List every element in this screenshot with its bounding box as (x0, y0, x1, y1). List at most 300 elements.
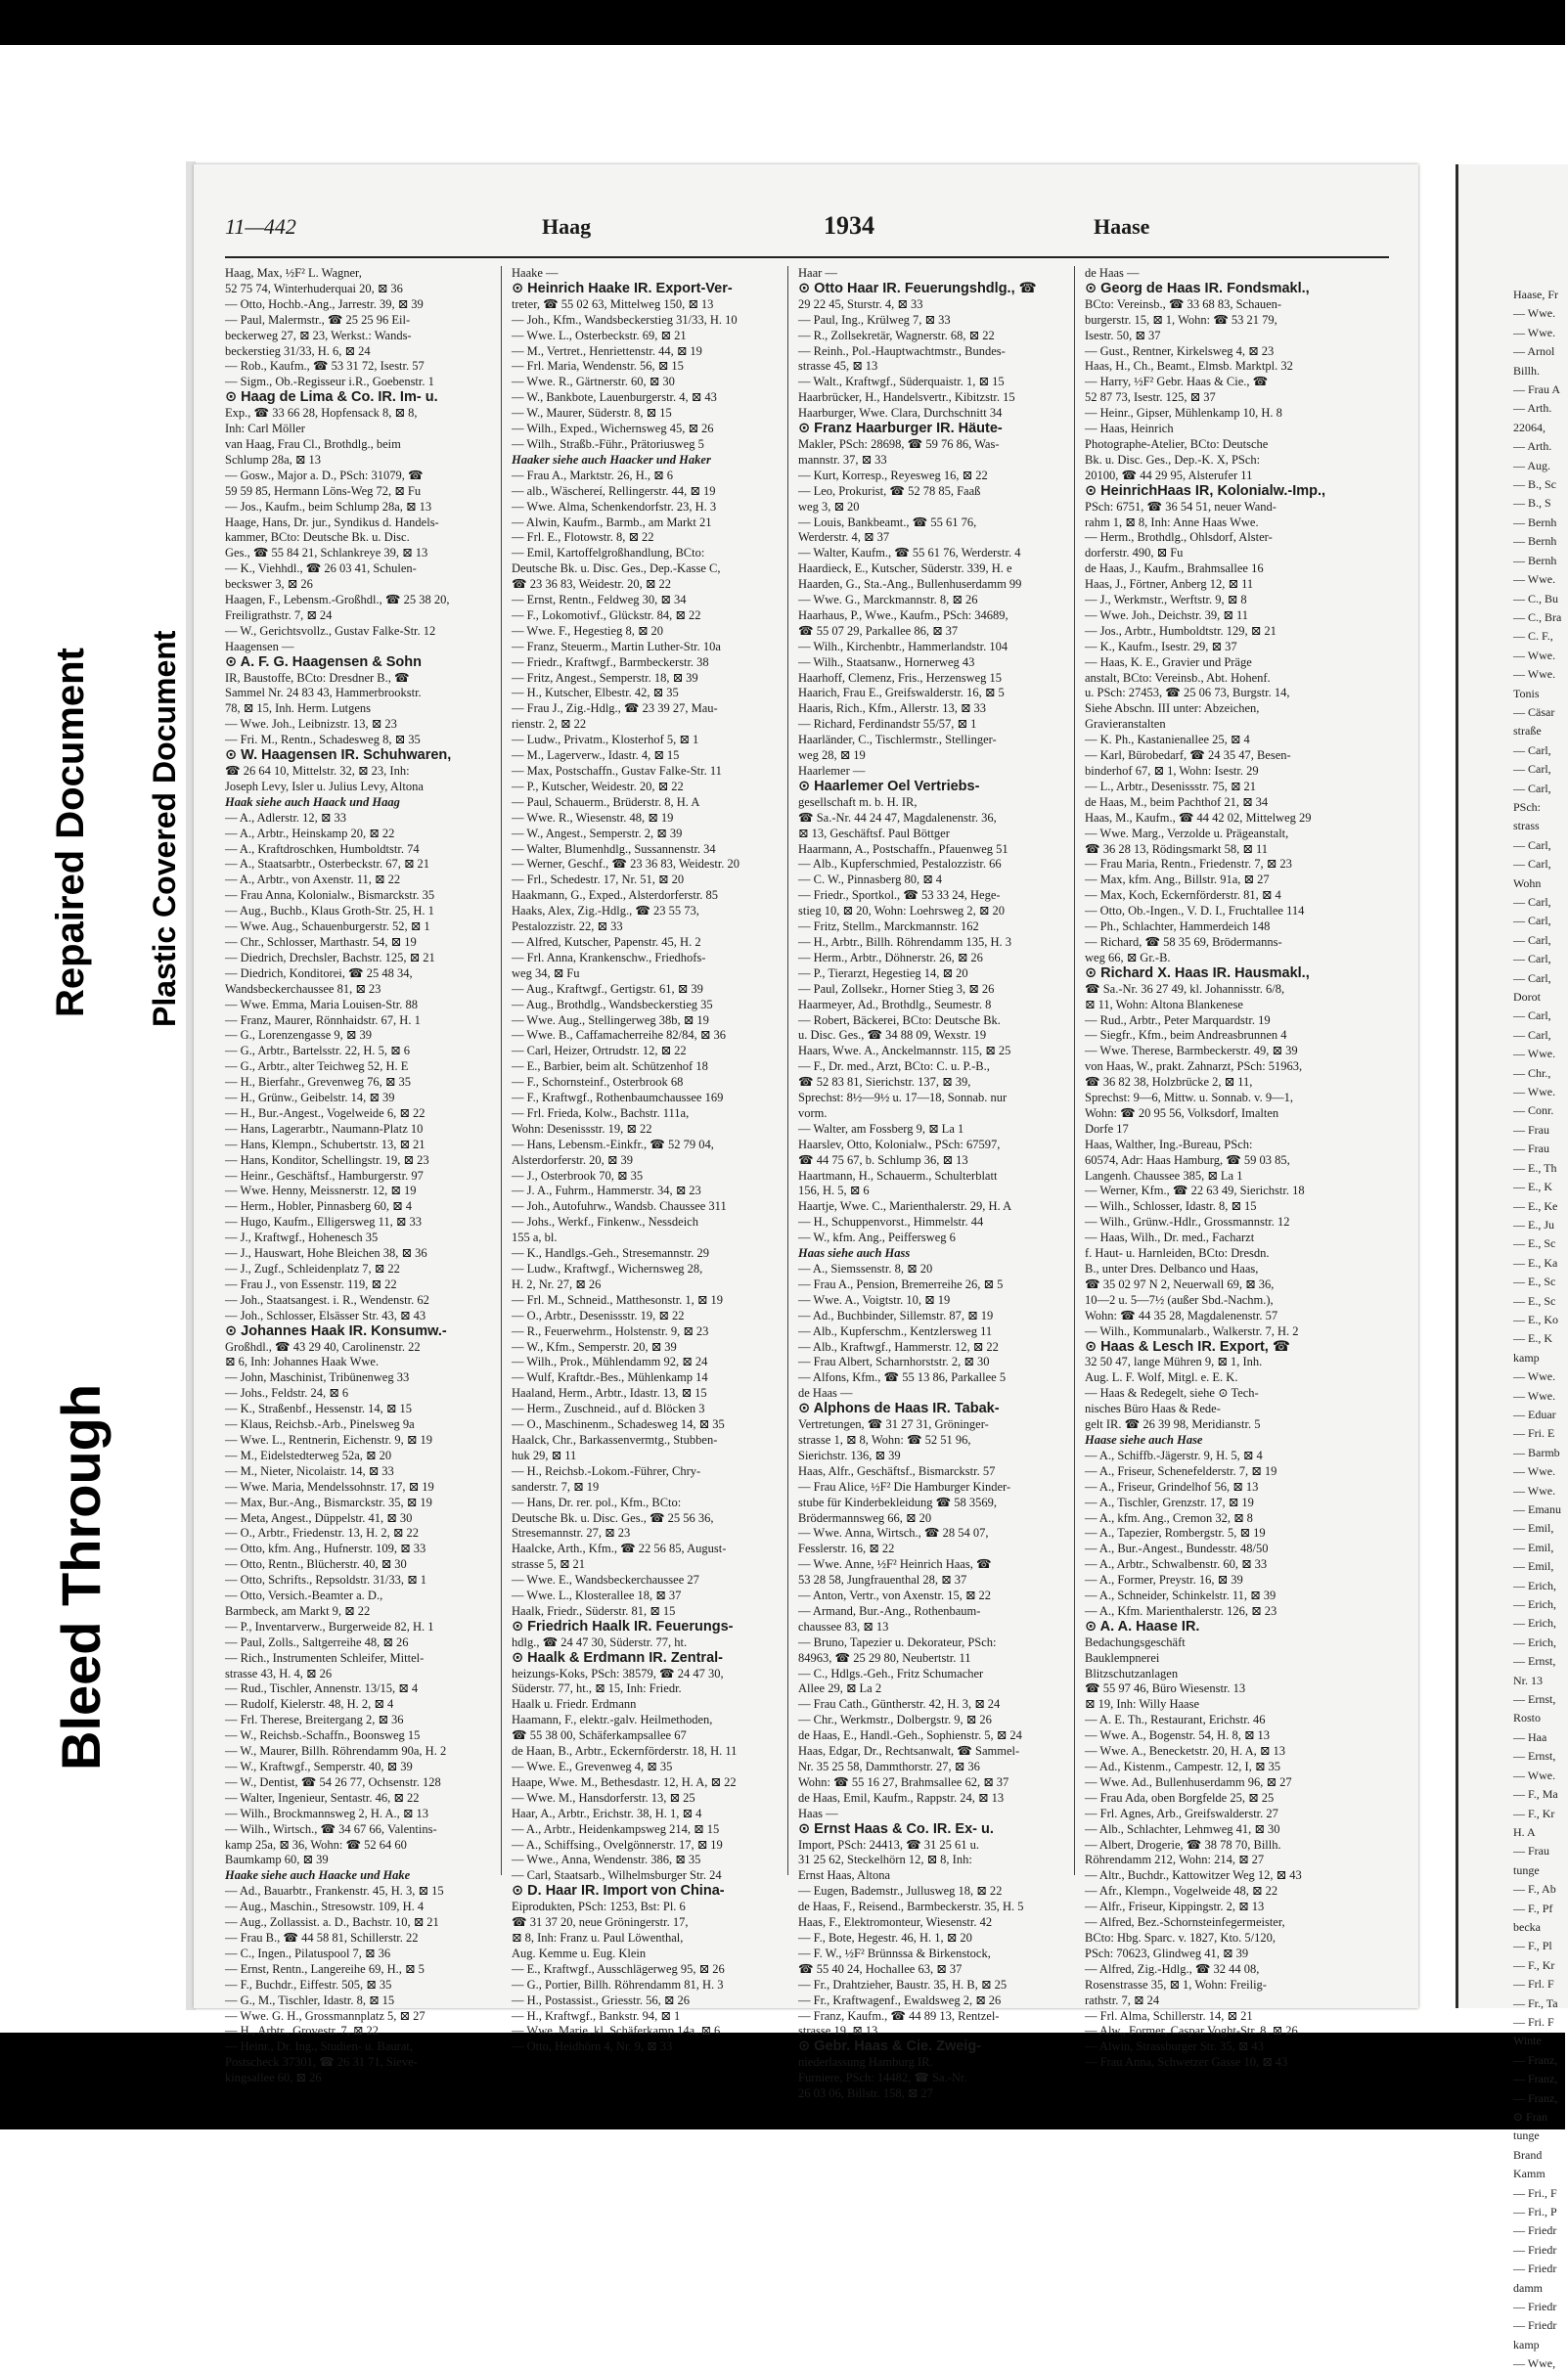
directory-entry: — Paul, Ing., Krülweg 7, ⊠ 33 (798, 312, 951, 327)
adjacent-entry: — Wwe. (1513, 1047, 1556, 1061)
directory-entry: 84963, ☎ 25 29 80, Neubertstr. 11 (798, 1650, 971, 1665)
adjacent-entry: — Fri. E (1513, 1426, 1555, 1441)
directory-entry: Import, PSch: 24413, ☎ 31 25 61 u. (798, 1837, 980, 1852)
adjacent-entry: — Frau (1513, 1844, 1549, 1859)
directory-entry: — Alfred, Bez.-Schornsteinfegermeister, (1085, 1915, 1285, 1930)
directory-entry: Haarden, G., Sta.-Ang., Bullenhuserdamm 99 (798, 577, 1022, 592)
directory-entry: — J. A., Fuhrm., Hammerstr. 34, ⊠ 23 (512, 1184, 701, 1198)
directory-entry: — Frl. Alma, Schillerstr. 14, ⊠ 21 (1085, 2008, 1253, 2023)
directory-entry: — Haas & Redegelt, siehe ⊙ Tech- (1085, 1386, 1259, 1401)
directory-entry: ⊙ Richard X. Haas IR. Hausmakl., (1085, 964, 1310, 981)
directory-entry: — O., Arbtr., Friedenstr. 13, H. 2, ⊠ 22 (225, 1526, 419, 1541)
directory-entry: — C., Hdlgs.-Geh., Fritz Schumacher (798, 1666, 984, 1680)
adjacent-entry: — Carl, (1513, 914, 1551, 928)
directory-entry: 10—2 u. 5—7½ (außer Sbd.-Nachm.), (1085, 1292, 1274, 1307)
directory-entry: Haarich, Frau E., Greifswalderstr. 16, ⊠ 5 (798, 686, 1005, 700)
directory-entry: de Haas, F., Reisend., Barmbeckerstr. 35, H. 5 (798, 1900, 1024, 1914)
directory-entry: — W., Kraftwgf., Semperstr. 40, ⊠ 39 (225, 1760, 413, 1773)
directory-entry: — A., Schiffb.-Jägerstr. 9, H. 5, ⊠ 4 (1085, 1448, 1263, 1462)
adjacent-entry: — E., Th (1513, 1160, 1557, 1175)
adjacent-entry: — Wwe. (1513, 1464, 1556, 1479)
directory-entry: — Wwe. G., Marckmannstr. 8, ⊠ 26 (798, 593, 978, 607)
directory-entry: strasse 1, ⊠ 8, Wohn: ☎ 52 51 96, (798, 1432, 971, 1447)
directory-entry: — Werner, Geschf., ☎ 23 36 83, Weidestr. 20 (512, 857, 740, 872)
directory-entry: van Haag, Frau Cl., Brothdlg., beim (225, 436, 401, 451)
directory-entry: — Haas, Wilh., Dr. med., Facharzt (1085, 1231, 1255, 1245)
directory-entry: — Frau Maria, Rentn., Friedenstr. 7, ⊠ 23 (1085, 857, 1292, 872)
directory-entry: — Alb., Kupferschmied, Pestalozzistr. 66 (798, 857, 1002, 872)
directory-entry: — Paul, Schauerm., Brüderstr. 8, H. A (512, 794, 700, 809)
directory-entry: — A., Kfm. Marienthalerstr. 126, ⊠ 23 (1085, 1603, 1277, 1618)
adjacent-entry: — Wwe. (1513, 572, 1556, 587)
directory-entry: Haarburger, Wwe. Clara, Durchschnitt 34 (798, 406, 1003, 421)
directory-entry: — Herm., Arbtr., Döhnerstr. 26, ⊠ 26 (798, 950, 983, 964)
directory-entry: Haas, H., Ch., Beamt., Elmsb. Marktpl. 32 (1085, 359, 1293, 374)
directory-entry: hdlg., ☎ 24 47 30, Süderstr. 77, ht. (512, 1635, 688, 1649)
directory-entry: 52 75 74, Winterhuderquai 20, ⊠ 36 (225, 281, 403, 295)
directory-entry: — M., Nieter, Nicolaistr. 14, ⊠ 33 (225, 1463, 394, 1478)
directory-entry: Inh: Carl Möller (225, 422, 305, 436)
plastic-covered-label: Plastic Covered Document (147, 630, 182, 1027)
adjacent-entry: — Carl, (1513, 762, 1551, 777)
adjacent-entry: — Erich, (1513, 1635, 1556, 1649)
column-4 (1085, 266, 1344, 2071)
directory-entry: — Alb., Schlachter, Lehmweg 41, ⊠ 30 (1085, 1821, 1280, 1836)
directory-entry: — Max, kfm. Ang., Billstr. 91a, ⊠ 27 (1085, 873, 1270, 887)
directory-entry: — Fri. M., Rentn., Schadesweg 8, ⊠ 35 (225, 733, 421, 747)
directory-entry: — Hans, Dr. rer. pol., Kfm., BCto: (512, 1495, 682, 1509)
directory-entry: ⊙ A. A. Haase IR. (1085, 1618, 1200, 1635)
adjacent-entry: damm (1513, 2280, 1543, 2295)
adjacent-entry: — Wwe. (1513, 648, 1556, 662)
directory-entry: Exp., ☎ 33 66 28, Hopfensack 8, ⊠ 8, (225, 406, 418, 421)
directory-entry: de Haas — (798, 1386, 853, 1401)
directory-entry: — Aug., Zollassist. a. D., Bachstr. 10, ⊠ 21 (225, 1915, 439, 1930)
directory-entry: Brödermannsweg 66, ⊠ 20 (798, 1510, 932, 1525)
adjacent-entry: — Frau (1513, 1142, 1549, 1156)
directory-entry: ⊠ 6, Inh: Johannes Haak Wwe. (225, 1355, 380, 1369)
directory-entry: — A., Tischler, Grenzstr. 17, ⊠ 19 (1085, 1495, 1254, 1509)
directory-entry: — K. Ph., Kastanienallee 25, ⊠ 4 (1085, 733, 1250, 747)
directory-entry: BCto: Vereinsb., ☎ 33 68 83, Schauen- (1085, 296, 1282, 311)
directory-entry: — Ernst, Rentn., Langereihe 69, H., ⊠ 5 (225, 1961, 425, 1976)
adjacent-entry: — Carl, (1513, 895, 1551, 909)
directory-entry: — Frl. Therese, Breitergang 2, ⊠ 36 (225, 1713, 404, 1727)
directory-entry: de Haas, J., Kaufm., Brahmsallee 16 (1085, 561, 1264, 576)
directory-entry: — Wwe. L., Klosterallee 18, ⊠ 37 (512, 1589, 682, 1603)
adjacent-entry: — Conr. (1513, 1103, 1554, 1118)
directory-entry: — F. W., ½F² Brünnssa & Birkenstock, (798, 1946, 991, 1960)
directory-entry: — H., Kraftwgf., Bankstr. 94, ⊠ 1 (512, 2008, 681, 2023)
directory-entry: — Wwe. Alma, Schenkendorfstr. 23, H. 3 (512, 499, 717, 514)
directory-entry: ⊙ Johannes Haak IR. Konsumw.- (225, 1322, 447, 1339)
adjacent-entry: — E., Ju (1513, 1217, 1554, 1232)
directory-entry: — F., Buchdr., Eiffestr. 505, ⊠ 35 (225, 1977, 392, 1992)
directory-entry: — G., Portier, Billh. Röhrendamm 81, H. 3 (512, 1977, 724, 1992)
directory-entry: ☎ 55 40 24, Hochallee 63, ⊠ 37 (798, 1961, 963, 1976)
adjacent-entry: — Wwe. (1513, 667, 1556, 682)
directory-entry: — A., kfm. Ang., Cremon 32, ⊠ 8 (1085, 1510, 1253, 1525)
directory-entry: — Otto, Schrifts., Repsoldstr. 31/33, ⊠ 1 (225, 1573, 426, 1588)
directory-entry: — Richard, Ferdinandstr 55/57, ⊠ 1 (798, 717, 977, 732)
directory-entry: — Wilh., Kirchenbtr., Hammerlandstr. 104 (798, 639, 1008, 653)
directory-entry: Ges., ☎ 55 84 21, Schlankreye 39, ⊠ 13 (225, 546, 428, 560)
directory-entry: — Wilh., Prok., Mühlendamm 92, ⊠ 24 (512, 1355, 708, 1369)
directory-entry: — P., Kutscher, Weidestr. 20, ⊠ 22 (512, 779, 684, 793)
adjacent-entry: — Fri., P (1513, 2205, 1557, 2219)
directory-entry: — H., Arbtr., Billh. Röhrendamm 135, H. 3 (798, 934, 1012, 949)
adjacent-entry: — Carl, (1513, 781, 1551, 795)
directory-entry: — Wwe. R., Wiesenstr. 48, ⊠ 19 (512, 810, 674, 825)
column-2 (512, 266, 771, 2055)
directory-entry: — Wwe. A., Bogenstr. 54, H. 8, ⊠ 13 (1085, 1728, 1271, 1743)
directory-entry: Haarmeyer, Ad., Brothdlg., Seumestr. 8 (798, 997, 992, 1011)
directory-entry: rahm 1, ⊠ 8, Inh: Anne Haas Wwe. (1085, 515, 1259, 529)
directory-entry: — Haas, Heinrich (1085, 422, 1174, 436)
directory-entry: ⊠ 8, Inh: Franz u. Paul Löwenthal, (512, 1930, 684, 1945)
directory-entry: Photographe-Atelier, BCto: Deutsche (1085, 436, 1269, 451)
directory-entry: — Friedr., Sportkol., ☎ 53 33 24, Hege- (798, 888, 1001, 903)
directory-entry: Aug. L. F. Wolf, Mitgl. e. E. K. (1085, 1370, 1238, 1385)
directory-entry: — Fritz, Angest., Semperstr. 18, ⊠ 39 (512, 670, 698, 685)
directory-entry: Bauklempnerei (1085, 1650, 1160, 1665)
directory-entry: Haarhaus, P., Wwe., Kaufm., PSch: 34689, (798, 607, 1008, 622)
directory-entry: Haartmann, H., Schauerm., Schulterblatt (798, 1168, 998, 1183)
directory-entry: — A., Bur.-Angest., Bundesstr. 48/50 (1085, 1542, 1269, 1556)
directory-entry: — Rob., Kaufm., ☎ 53 31 72, Isestr. 57 (225, 359, 425, 374)
directory-entry: weg 34, ⊠ Fu (512, 965, 580, 980)
directory-entry: strasse 19, ⊠ 13 (798, 2024, 878, 2038)
header-year: 1934 (824, 211, 874, 240)
adjacent-entry: Brand (1513, 2147, 1543, 2162)
directory-entry: rienstr. 2, ⊠ 22 (512, 717, 587, 732)
directory-entry: Schlump 28a, ⊠ 13 (225, 452, 321, 467)
directory-entry: ☎ 36 82 38, Holzbrücke 2, ⊠ 11, (1085, 1075, 1253, 1090)
directory-entry: Eiprodukten, PSch: 1253, Bst: Pl. 6 (512, 1900, 686, 1914)
directory-entry: — Frau Cath., Güntherstr. 42, H. 3, ⊠ 24 (798, 1697, 1001, 1712)
directory-entry: — Wwe. Marg., Verzolde u. Prägeanstalt, (1085, 826, 1289, 840)
adjacent-entry: PSch: (1513, 799, 1542, 814)
adjacent-entry: Wohn (1513, 875, 1542, 890)
directory-entry: — Frl. Anna, Krankenschw., Friedhofs- (512, 950, 706, 964)
adjacent-entry: ⊙ Fran (1513, 2110, 1548, 2124)
directory-entry: Haas, Walther, Ing.-Bureau, PSch: (1085, 1137, 1253, 1151)
directory-entry: — Frau Anna, Schwetzer Gasse 10, ⊠ 43 (1085, 2055, 1288, 2070)
directory-entry: Haakmann, G., Exped., Alsterdorferstr. 85 (512, 888, 719, 903)
directory-entry: B., unter Dres. Delbanco und Haas, (1085, 1262, 1259, 1276)
directory-entry: — Wilh., Schlosser, Idastr. 8, ⊠ 15 (1085, 1199, 1257, 1214)
directory-entry: Wandsbeckerchaussee 81, ⊠ 23 (225, 981, 381, 996)
directory-entry: ☎ 36 28 13, Rödingsmarkt 58, ⊠ 11 (1085, 841, 1269, 856)
adjacent-entry: — Emil, (1513, 1521, 1554, 1536)
directory-entry: — Haas, K. E., Gravier und Präge (1085, 654, 1252, 669)
directory-entry: — A., Tapezier, Rombergstr. 5, ⊠ 19 (1085, 1526, 1266, 1541)
directory-entry: Siehe Abschn. III unter: Abzeichen, (1085, 701, 1260, 716)
directory-entry: — Otto, Rentn., Blücherstr. 40, ⊠ 30 (225, 1557, 407, 1572)
directory-entry: — Kurt, Korresp., Reyesweg 16, ⊠ 22 (798, 468, 988, 482)
directory-entry: Haas — (798, 1806, 838, 1820)
adjacent-entry: — Erich, (1513, 1616, 1556, 1631)
directory-entry: Isestr. 50, ⊠ 37 (1085, 328, 1161, 342)
directory-entry: — M., Lagerverw., Idastr. 4, ⊠ 15 (512, 748, 680, 763)
adjacent-entry: Rosto (1513, 1711, 1542, 1725)
directory-entry: — Frau J., Zig.-Hdlg., ☎ 23 39 27, Mau- (512, 701, 718, 716)
directory-entry: Aug. Kemme u. Eug. Klein (512, 1946, 647, 1960)
directory-entry: Haagensen — (225, 639, 294, 653)
directory-entry: — Frau A., Marktstr. 26, H., ⊠ 6 (512, 468, 673, 482)
directory-entry: u. Disc. Ges., ☎ 34 88 09, Wexstr. 19 (798, 1028, 987, 1043)
directory-entry: — A., Friseur, Schenefelderstr. 7, ⊠ 19 (1085, 1463, 1277, 1478)
adjacent-entry: — Chr., (1513, 1065, 1551, 1080)
directory-entry: Sprechst: 9—6, Mittw. u. Sonnab. v. 9—1, (1085, 1091, 1293, 1105)
adjacent-entry: — Carl, (1513, 857, 1551, 872)
directory-entry: — Frl. Maria, Wendenstr. 56, ⊠ 15 (512, 359, 684, 374)
adjacent-entry: — Fri., F (1513, 2185, 1557, 2200)
directory-entry: — John, Maschinist, Tribünenweg 33 (225, 1370, 410, 1385)
directory-entry: — Max, Postschaffn., Gustav Falke-Str. 11 (512, 764, 722, 778)
directory-entry: weg 3, ⊠ 20 (798, 499, 860, 514)
directory-entry: — Walter, Ingenieur, Sentastr. 46, ⊠ 22 (225, 1790, 420, 1805)
adjacent-page-fragment (1456, 164, 1568, 2371)
directory-entry: — W., Maurer, Süderstr. 8, ⊠ 15 (512, 406, 672, 421)
directory-entry: Haarbrücker, H., Handelsvertr., Kibitzstr. 15 (798, 390, 1015, 405)
directory-entry: — Harry, ½F² Gebr. Haas & Cie., ☎ (1085, 375, 1269, 389)
adjacent-entry: — Fr., Ta (1513, 1995, 1558, 2010)
directory-entry: — Frau Ada, oben Borgfelde 25, ⊠ 25 (1085, 1790, 1275, 1805)
directory-entry: Haake siehe auch Haacke und Hake (225, 1868, 411, 1883)
directory-entry: — Wwe. M., Hansdorferstr. 13, ⊠ 25 (512, 1790, 695, 1805)
directory-entry: — F., Lokomotivf., Glückstr. 84, ⊠ 22 (512, 607, 701, 622)
directory-entry: Werderstr. 4, ⊠ 37 (798, 530, 890, 545)
directory-entry: — Rud., Arbtr., Peter Marquardstr. 19 (1085, 1012, 1271, 1027)
directory-entry: weg 66, ⊠ Gr.-B. (1085, 950, 1171, 964)
adjacent-entry: — C. F., (1513, 629, 1553, 644)
directory-entry: — G., Arbtr., Bartelsstr. 22, H. 5, ⊠ 6 (225, 1044, 410, 1058)
directory-entry: Blitzschutzanlagen (1085, 1666, 1179, 1680)
directory-entry: gelt IR. ☎ 26 39 98, Meridianstr. 5 (1085, 1417, 1261, 1432)
directory-entry: — Fritz, Stellm., Marckmannstr. 162 (798, 919, 979, 934)
directory-entry: — Wilh., Straßb.-Führ., Prätoriusweg 5 (512, 436, 704, 451)
directory-entry: PSch: 6751, ☎ 36 54 51, neuer Wand- (1085, 499, 1277, 514)
directory-entry: — G., M., Tischler, Idastr. 8, ⊠ 15 (225, 1993, 395, 2007)
adjacent-entry: — Wwe. (1513, 306, 1556, 321)
adjacent-entry: — F., Kr (1513, 1806, 1555, 1820)
directory-entry: — Joh., Kfm., Wandsbeckerstieg 31/33, H. 10 (512, 312, 738, 327)
directory-entry: ⊙ D. Haar IR. Import von China- (512, 1883, 725, 1900)
adjacent-entry: — Wwe. (1513, 1085, 1556, 1099)
adjacent-entry: — F., Kr (1513, 1957, 1555, 1972)
directory-entry: — H., Grünw., Geibelstr. 14, ⊠ 39 (225, 1091, 395, 1105)
directory-entry: — W., kfm. Ang., Peiffersweg 6 (798, 1231, 956, 1245)
directory-entry: — K., Straßenbf., Hessenstr. 14, ⊠ 15 (225, 1402, 413, 1416)
directory-entry: strasse 45, ⊠ 13 (798, 359, 878, 374)
directory-entry: ☎ 55 07 29, Parkallee 86, ⊠ 37 (798, 623, 959, 638)
directory-entry: — Wwe. Henny, Meissnerstr. 12, ⊠ 19 (225, 1184, 417, 1198)
directory-entry: — Wwe. L., Rentnerin, Eichenstr. 9, ⊠ 19 (225, 1432, 432, 1447)
adjacent-entry: — Wwe. (1513, 1768, 1556, 1782)
directory-entry: — Karl, Bürobedarf, ☎ 24 35 47, Besen- (1085, 748, 1291, 763)
adjacent-entry: — F., Ab (1513, 1882, 1556, 1897)
directory-entry: — L., Arbtr., Desenissstr. 75, ⊠ 21 (1085, 779, 1257, 793)
directory-entry: Haaks, Alex, Zig.-Hdlg., ☎ 23 55 73, (512, 904, 699, 918)
directory-entry: — Diedrich, Konditorei, ☎ 25 48 34, (225, 965, 413, 980)
directory-entry: — Aug., Maschin., Stresowstr. 109, H. 4 (225, 1900, 425, 1914)
directory-entry: 52 87 73, Isestr. 125, ⊠ 37 (1085, 390, 1216, 405)
directory-entry: — Robert, Bäckerei, BCto: Deutsche Bk. (798, 1012, 1001, 1027)
adjacent-entry: — Friedr (1513, 2242, 1557, 2257)
directory-entry: — J., Kraftwgf., Hohenesch 35 (225, 1231, 379, 1245)
directory-entry: Haardieck, E., Kutscher, Süderstr. 339, H. e (798, 561, 1012, 576)
directory-entry: — W., Dentist, ☎ 54 26 77, Ochsenstr. 128 (225, 1774, 441, 1789)
directory-entry: ☎ 44 75 67, b. Schlump 36, ⊠ 13 (798, 1152, 968, 1167)
adjacent-entry: Nr. 13 (1513, 1673, 1543, 1687)
directory-entry: Wohn: ☎ 44 35 28, Magdalenenstr. 57 (1085, 1308, 1278, 1322)
directory-entry: beckswег 3, ⊠ 26 (225, 577, 313, 592)
directory-entry: ⊙ A. F. G. Haagensen & Sohn (225, 653, 422, 670)
directory-entry: u. PSch: 27453, ☎ 25 06 73, Burgstr. 14, (1085, 686, 1290, 700)
directory-entry: — Frau Anna, Kolonialw., Bismarckstr. 35 (225, 888, 435, 903)
directory-entry: — E., Barbier, beim alt. Schützenhof 18 (512, 1059, 708, 1074)
directory-entry: Haalk u. Friedr. Erdmann (512, 1697, 637, 1712)
directory-entry: Rosenstrasse 35, ⊠ 1, Wohn: Freilig- (1085, 1977, 1267, 1992)
scan-border-top (0, 0, 1565, 45)
directory-entry: — W., Angest., Semperstr. 2, ⊠ 39 (512, 826, 683, 840)
directory-entry: IR, Baustoffe, BCto: Dresdner B., ☎ (225, 670, 410, 685)
directory-entry: ⊙ HeinrichHaas IR, Kolonialw.-Imp., (1085, 482, 1326, 499)
adjacent-entry: — Bernh (1513, 515, 1557, 529)
directory-entry: Haartje, Wwe. C., Marienthalerstr. 29, H. A (798, 1199, 1012, 1214)
directory-entry: von Haas, W., prakt. Zahnarzt, PSch: 51963, (1085, 1059, 1303, 1074)
directory-entry: — M., Vertret., Henriettenstr. 44, ⊠ 19 (512, 343, 702, 358)
directory-entry: Haaris, Rich., Kfm., Allerstr. 13, ⊠ 33 (798, 701, 987, 716)
directory-entry: Allee 29, ⊠ La 2 (798, 1681, 882, 1696)
directory-entry: — J., Hauswart, Hohe Bleichen 38, ⊠ 36 (225, 1246, 427, 1261)
directory-page (194, 164, 1418, 2101)
adjacent-entry: — Wwe. (1513, 325, 1556, 339)
directory-entry: — Frau J., von Essenstr. 119, ⊠ 22 (225, 1277, 397, 1291)
adjacent-entry: Winte (1513, 2034, 1542, 2048)
directory-entry: — Diedrich, Drechsler, Bachstr. 125, ⊠ 21 (225, 950, 435, 964)
directory-entry: ☎ 23 36 83, Weidestr. 20, ⊠ 22 (512, 577, 671, 592)
adjacent-entry: — E., Ko (1513, 1312, 1558, 1326)
directory-entry: — Max, Bur.-Ang., Bismarckstr. 35, ⊠ 19 (225, 1495, 432, 1509)
directory-entry: ⊙ Friedrich Haalk IR. Feuerungs- (512, 1618, 734, 1635)
adjacent-entry: — E., K (1513, 1331, 1552, 1346)
directory-entry: — Wilh., Staatsanw., Hornerweg 43 (798, 654, 975, 669)
directory-entry: — Walter, Kaufm., ☎ 55 61 76, Werderstr. 4 (798, 546, 1021, 560)
directory-entry: — J., Osterbrook 70, ⊠ 35 (512, 1168, 644, 1183)
directory-entry: Fesslerstr. 16, ⊠ 22 (798, 1542, 895, 1556)
directory-entry: ⊙ Gebr. Haas & Cie. Zweig- (798, 2038, 982, 2055)
directory-entry: Baumkamp 60, ⊠ 39 (225, 1853, 329, 1867)
directory-entry: — Joh., Schlosser, Elsässer Str. 43, ⊠ 43 (225, 1308, 426, 1322)
directory-entry: Sprechst: 8½—9½ u. 17—18, Sonnab. nur (798, 1091, 1008, 1105)
directory-entry: — Carl, Staatsarb., Wilhelmsburger Str. 24 (512, 1868, 722, 1883)
directory-entry: — Herm., Zuschneid., auf d. Blöcken 3 (512, 1402, 705, 1416)
adjacent-entry: — B., S (1513, 496, 1551, 511)
directory-entry: — C., Ingen., Pilatuspool 7, ⊠ 36 (225, 1946, 391, 1960)
adjacent-entry: — Friedr (1513, 2223, 1557, 2238)
directory-entry: ⊙ Haarlemer Oel Vertriebs- (798, 778, 980, 794)
directory-entry: — A., Siemssenstr. 8, ⊠ 20 (798, 1262, 933, 1276)
directory-entry: — R., Feuerwehrm., Holstenstr. 9, ⊠ 23 (512, 1323, 709, 1338)
adjacent-entry: — E., K (1513, 1180, 1552, 1194)
adjacent-entry: — Wwe. (1513, 1388, 1556, 1403)
directory-entry: — Siegfr., Kfm., beim Andreasbrunnen 4 (1085, 1028, 1287, 1043)
directory-entry: — Herm., Hobler, Pinnasberg 60, ⊠ 4 (225, 1199, 412, 1214)
directory-entry: 60574, Adr: Haas Hamburg, ☎ 59 03 85, (1085, 1152, 1290, 1167)
directory-entry: — Wwe. F., Hegestieg 8, ⊠ 20 (512, 623, 664, 638)
directory-entry: — Heinr., Gipser, Mühlenkamp 10, H. 8 (1085, 406, 1282, 421)
adjacent-entry: — Fri. F (1513, 2014, 1554, 2029)
directory-entry: Haak siehe auch Haack und Haag (225, 794, 400, 809)
directory-entry: Haas, Edgar, Dr., Rechtsanwalt, ☎ Sammel- (798, 1744, 1020, 1759)
directory-entry: — Wwe. B., Caffamacherreihe 82/84, ⊠ 36 (512, 1028, 726, 1043)
directory-entry: Haalck, Chr., Barkassenvermtg., Stubben- (512, 1432, 718, 1447)
directory-entry: Haas, Alfr., Geschäftsf., Bismarckstr. 57 (798, 1463, 996, 1478)
directory-entry: Haalcke, Arth., Kfm., ☎ 22 56 85, August- (512, 1542, 727, 1556)
directory-entry: kammer, BCto: Deutsche Bk. u. Disc. (225, 530, 410, 545)
adjacent-entry: — Friedr (1513, 2262, 1557, 2276)
directory-entry: ⊠ 19, Inh: Willy Haase (1085, 1697, 1200, 1712)
directory-entry: beckerweg 27, ⊠ 23, Werkst.: Wands- (225, 328, 412, 342)
directory-entry: ⊙ Ernst Haas & Co. IR. Ex- u. (798, 1820, 994, 1837)
directory-entry: Haake — (512, 266, 559, 280)
directory-entry: ☎ Sa.-Nr. 36 27 49, kl. Johannisstr. 6/8, (1085, 981, 1285, 996)
directory-entry: 155 a, bl. (512, 1231, 558, 1245)
directory-entry: — Johs., Werkf., Finkenw., Nessdeich (512, 1215, 698, 1230)
column-1 (225, 266, 484, 2086)
adjacent-entry: H. A (1513, 1824, 1536, 1839)
directory-entry: Dorfe 17 (1085, 1121, 1129, 1136)
directory-entry: ☎ 31 37 20, neue Gröningerstr. 17, (512, 1915, 689, 1930)
directory-entry: heizungs-Koks, PSch: 38579, ☎ 24 47 30, (512, 1666, 724, 1680)
directory-entry: — A., Arbtr., Heinskamp 20, ⊠ 22 (225, 826, 395, 840)
adjacent-entry: — Franz, (1513, 2052, 1558, 2067)
directory-entry: Haaker siehe auch Haacker und Haker (512, 452, 711, 467)
directory-entry: Pestalozzistr. 22, ⊠ 33 (512, 919, 623, 934)
directory-entry: — Heinr., Dr. Ing., Studien- u. Baurat, (225, 2039, 413, 2054)
directory-entry: — Paul, Malermstr., ☎ 25 25 96 Eil- (225, 312, 411, 327)
directory-entry: — Wwe. A., Benecketstr. 20, H. A, ⊠ 13 (1085, 1744, 1286, 1759)
adjacent-entry: — Ernst, (1513, 1654, 1556, 1669)
directory-entry: — Wilh., Exped., Wichernsweg 45, ⊠ 26 (512, 422, 714, 436)
directory-entry: BCto: Hbg. Sparc. v. 1827, Kto. 5/120, (1085, 1930, 1277, 1945)
directory-entry: 78, ⊠ 15, Inh. Herm. Lutgens (225, 701, 371, 716)
directory-entry: 59 59 85, Hermann Löns-Weg 72, ⊠ Fu (225, 483, 422, 498)
directory-entry: Sammel Nr. 24 83 43, Hammerbrookstr. (225, 686, 422, 700)
directory-entry: — Alb., Kraftwgf., Hammerstr. 12, ⊠ 22 (798, 1339, 999, 1354)
directory-entry: ☎ Sa.-Nr. 44 24 47, Magdalenenstr. 36, (798, 810, 997, 825)
header-rule (225, 256, 1389, 258)
directory-entry: — Wwe. G. H., Grossmannplatz 5, ⊠ 27 (225, 2008, 426, 2023)
directory-entry: gesellschaft m. b. H. IR, (798, 794, 918, 809)
directory-entry: — E., Kraftwgf., Ausschlägerweg 95, ⊠ 26 (512, 1961, 725, 1976)
adjacent-entry: — Arth. (1513, 401, 1552, 416)
directory-entry: — alb., Wäschereí, Rellingerstr. 44, ⊠ 19 (512, 483, 716, 498)
adjacent-entry: — Erich, (1513, 1597, 1556, 1612)
directory-entry: ⊙ Otto Haar IR. Feuerungshdlg., ☎ (798, 280, 1037, 296)
directory-entry: — Wilh., Grünw.-Hdlr., Grossmannstr. 12 (1085, 1215, 1290, 1230)
directory-entry: Gravieranstalten (1085, 717, 1166, 732)
adjacent-entry: straße (1513, 724, 1542, 739)
directory-entry: — Fr., Kraftwagenf., Ewaldsweg 2, ⊠ 26 (798, 1993, 1002, 2007)
column-3 (798, 266, 1057, 2102)
directory-entry: Alsterdorferstr. 20, ⊠ 39 (512, 1152, 633, 1167)
directory-entry: — M., Eidelstedterweg 52a, ⊠ 20 (225, 1448, 392, 1462)
directory-entry: — H., Bur.-Angest., Vogelweide 6, ⊠ 22 (225, 1105, 426, 1120)
directory-entry: — Wwe. Joh., Deichstr. 39, ⊠ 11 (1085, 607, 1249, 622)
